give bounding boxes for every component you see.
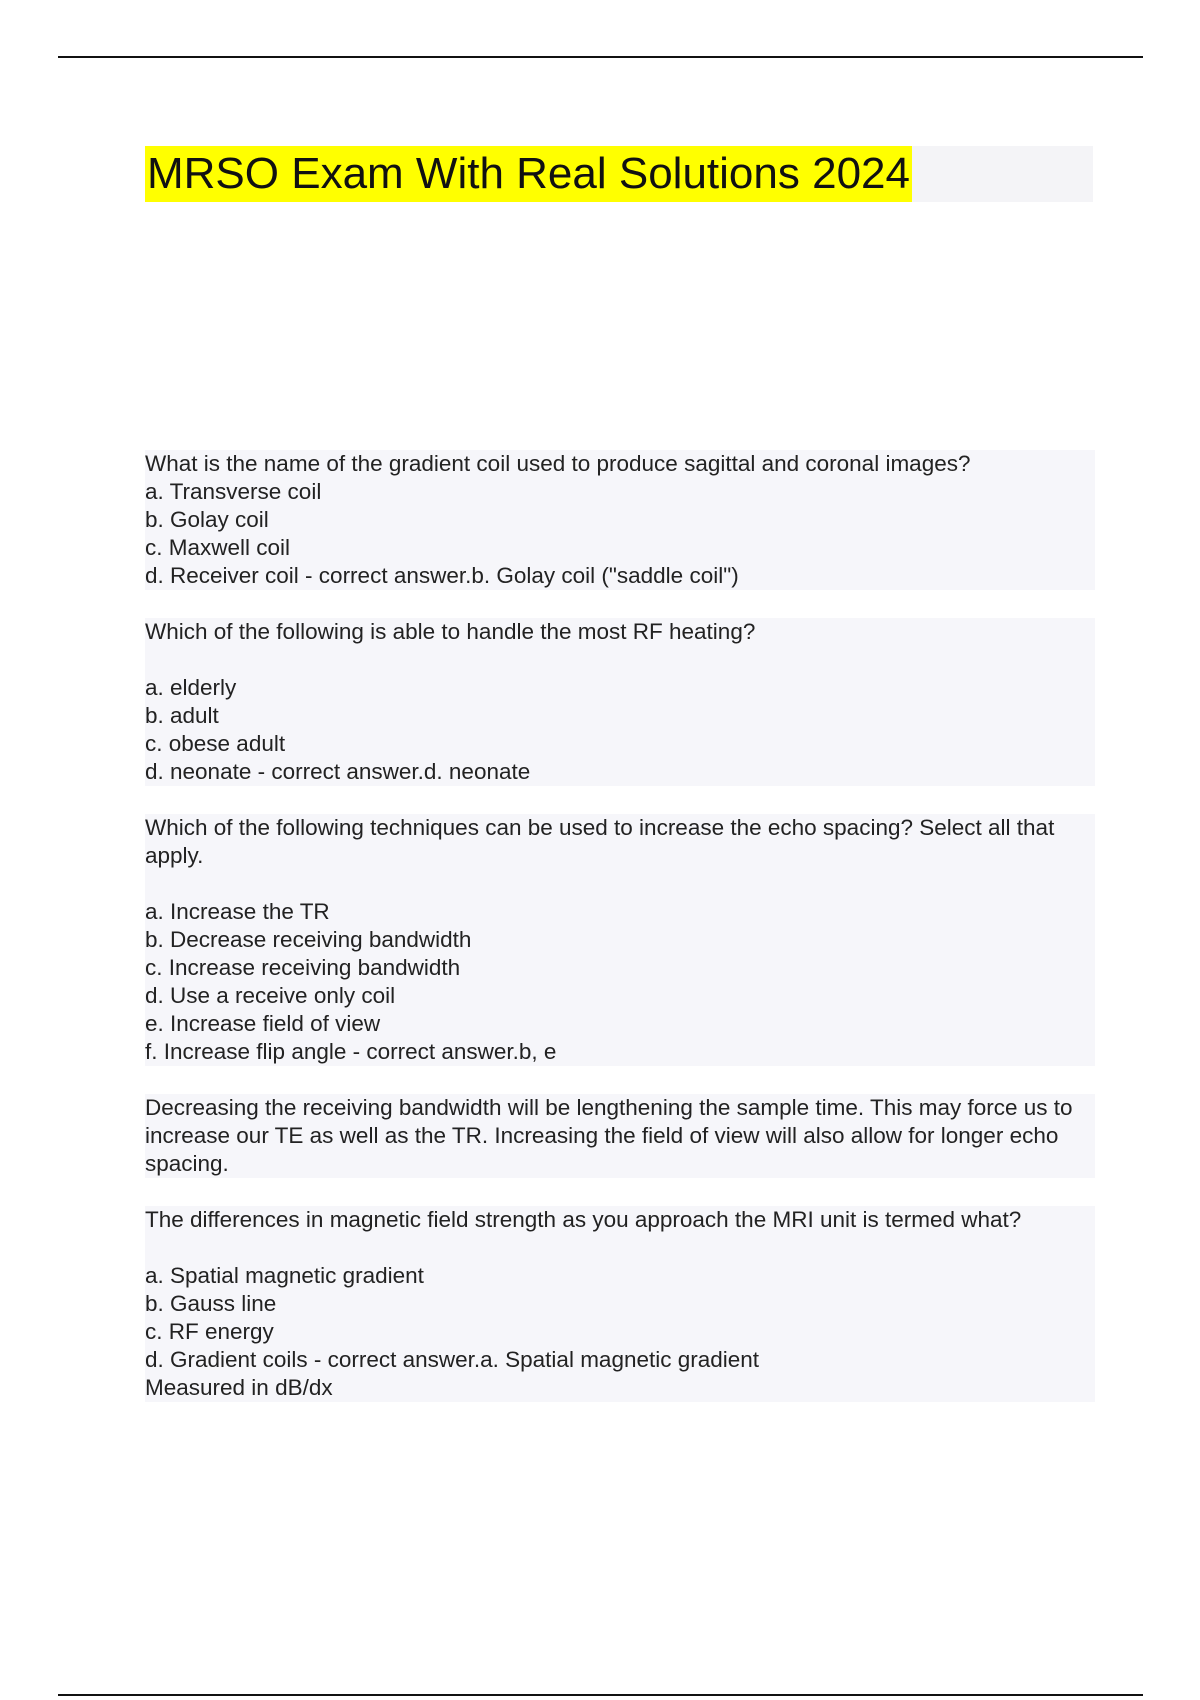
question-3-option-f-answer: f. Increase flip angle - correct answer.b, e [145,1039,557,1064]
question-1-option-d-answer: d. Receiver coil - correct answer.b. Golay coil ("saddle coil") [145,563,739,588]
document-body [145,450,1095,1402]
question-3-option-a: a. Increase the TR [145,899,330,924]
question-2-option-b: b. adult [145,703,219,728]
question-3-option-c: c. Increase receiving bandwidth [145,955,461,980]
question-1-option-a: a. Transverse coil [145,479,322,504]
question-3-explanation-text: Decreasing the receiving bandwidth will be lengthening the sample time. This may force us to increase our TE as well as the TR. Increasing the field of view will also allow for longer echo spacing. [145,1095,1079,1176]
question-3-text: Which of the following techniques can be used to increase the echo spacing? Select all that apply. [145,815,1061,868]
question-2-option-c: c. obese adult [145,731,286,756]
question-3-explanation [145,1094,1095,1178]
document-title: MRSO Exam With Real Solutions 2024 [145,146,912,202]
question-1-option-b: b. Golay coil [145,507,269,532]
question-4-note: Measured in dB/dx [145,1375,333,1400]
question-4-option-c: c. RF energy [145,1319,274,1344]
question-3-option-b: b. Decrease receiving bandwidth [145,927,472,952]
bottom-rule [58,1694,1143,1696]
question-3-option-d: d. Use a receive only coil [145,983,396,1008]
question-4-option-a: a. Spatial magnetic gradient [145,1263,424,1288]
question-1-option-c: c. Maxwell coil [145,535,291,560]
question-3-option-e: e. Increase field of view [145,1011,381,1036]
question-2-text: Which of the following is able to handle the most RF heating? [145,619,756,644]
question-4-option-d-answer: d. Gradient coils - correct answer.a. Spatial magnetic gradient [145,1347,760,1372]
question-1-text: What is the name of the gradient coil used to produce sagittal and coronal images? [145,451,971,476]
question-4 [145,1206,1095,1402]
question-1 [145,450,1095,590]
top-rule [58,56,1143,58]
question-2-option-a: a. elderly [145,675,237,700]
question-4-option-b: b. Gauss line [145,1291,277,1316]
question-4-text: The differences in magnetic field strength as you approach the MRI unit is termed what? [145,1207,1022,1232]
question-3 [145,814,1095,1066]
question-2 [145,618,1095,786]
question-2-option-d-answer: d. neonate - correct answer.d. neonate [145,759,531,784]
